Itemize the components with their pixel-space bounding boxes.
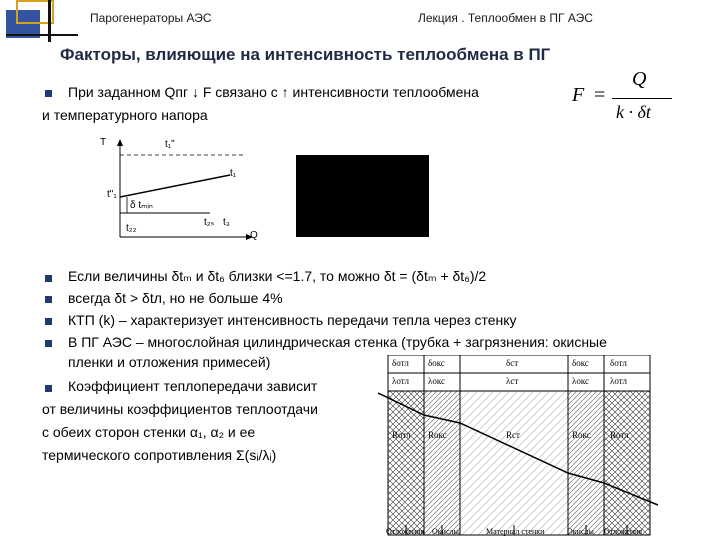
- bullet-item: Коэффициент теплопередачи зависит: [68, 378, 318, 394]
- chart-t2s: t₂ₛ: [204, 217, 215, 228]
- formula-fraction-bar: [612, 98, 672, 99]
- lambda-label: λотл: [392, 376, 409, 386]
- resistance-label: Rокс: [572, 430, 591, 440]
- resistance-label: Rст: [506, 430, 520, 440]
- coeff-line-4: термического сопротивления Σ(sᵢ/λᵢ): [42, 447, 277, 463]
- formula-eq: =: [594, 84, 606, 106]
- formula-lhs: F: [572, 84, 585, 106]
- bullet-marker: [45, 275, 52, 282]
- temperature-chart: [95, 135, 265, 245]
- formula-denominator: k · δt: [616, 102, 651, 122]
- bullet-item: В ПГ АЭС – многослойная цилиндрическая стенка (трубка + загрязнения: окисные: [68, 334, 607, 350]
- header-right: Лекция . Теплообмен в ПГ АЭС: [418, 11, 593, 25]
- coeff-line-3: с обеих сторон стенки α₁, α₂ и ее: [42, 424, 256, 440]
- bullet-item: Если величины δtₘ и δt₆ близки <=1.7, то можно δt = (δtₘ + δt₆)/2: [68, 268, 487, 284]
- lambda-label: λокс: [572, 376, 590, 386]
- chart-dt: δ tₘᵢₙ: [130, 200, 153, 211]
- chart-t1-top: t₁ʺ: [165, 139, 175, 150]
- bottom-label: Окислы: [432, 527, 459, 536]
- layer-oxide-right: [568, 391, 604, 535]
- formula: [572, 70, 672, 130]
- formula-numerator: Q: [632, 68, 647, 90]
- bullet-marker: [45, 340, 52, 347]
- chart-t1-left: t"₁: [107, 189, 117, 200]
- slide-title: Факторы, влияющие на интенсивность теплообмена в ПГ: [60, 45, 551, 64]
- resistance-label: Rотл: [610, 430, 629, 440]
- bottom-label: Отложения: [604, 527, 643, 536]
- black-image-placeholder: [296, 155, 429, 237]
- bullet-item-continuation: пленки и отложения примесей): [68, 354, 271, 370]
- layer-deposit-right: [604, 391, 650, 535]
- heating-line: [120, 175, 230, 197]
- layer-wall: [460, 391, 568, 535]
- intro-line-2: и температурного напора: [42, 107, 208, 123]
- delta-label: δотл: [610, 358, 627, 368]
- bullet-item: КТП (k) – характеризует интенсивность передачи тепла через стенку: [68, 312, 517, 328]
- header-left: Парогенераторы АЭС: [90, 11, 212, 25]
- delta-label: δокс: [572, 358, 589, 368]
- bullet-marker: [45, 296, 52, 303]
- bottom-label: Отложения: [386, 527, 425, 536]
- lambda-label: λст: [506, 376, 519, 386]
- chart-t3: t₃: [223, 217, 230, 228]
- lambda-label: λотл: [610, 376, 627, 386]
- delta-label: δотл: [392, 358, 409, 368]
- chart-t2-bottom: t₂₂: [126, 223, 137, 234]
- chart-x-label: Q: [250, 230, 258, 241]
- chart-t1: t₁: [230, 168, 237, 179]
- corner-logo: [6, 0, 78, 42]
- resistance-label: Rотл: [392, 430, 411, 440]
- layer-oxide-left: [424, 391, 460, 535]
- bullet-marker: [45, 90, 52, 97]
- intro-line-1: При заданном Qпг ↓ F связано с ↑ интенсивности теплообмена: [68, 84, 479, 100]
- chart-y-label: T: [100, 137, 107, 148]
- lambda-label: λокс: [428, 376, 446, 386]
- delta-label: δст: [506, 358, 519, 368]
- coeff-line-2: от величины коэффициентов теплоотдачи: [42, 401, 318, 417]
- delta-label: δокс: [428, 358, 445, 368]
- bottom-label: Материал стенки: [486, 527, 545, 536]
- resistance-label: Rокс: [428, 430, 447, 440]
- bullet-marker: [45, 385, 52, 392]
- bullet-marker: [45, 318, 52, 325]
- bullet-item: всегда δt > δtл, но не больше 4%: [68, 290, 283, 306]
- bottom-label: Окислы: [567, 527, 594, 536]
